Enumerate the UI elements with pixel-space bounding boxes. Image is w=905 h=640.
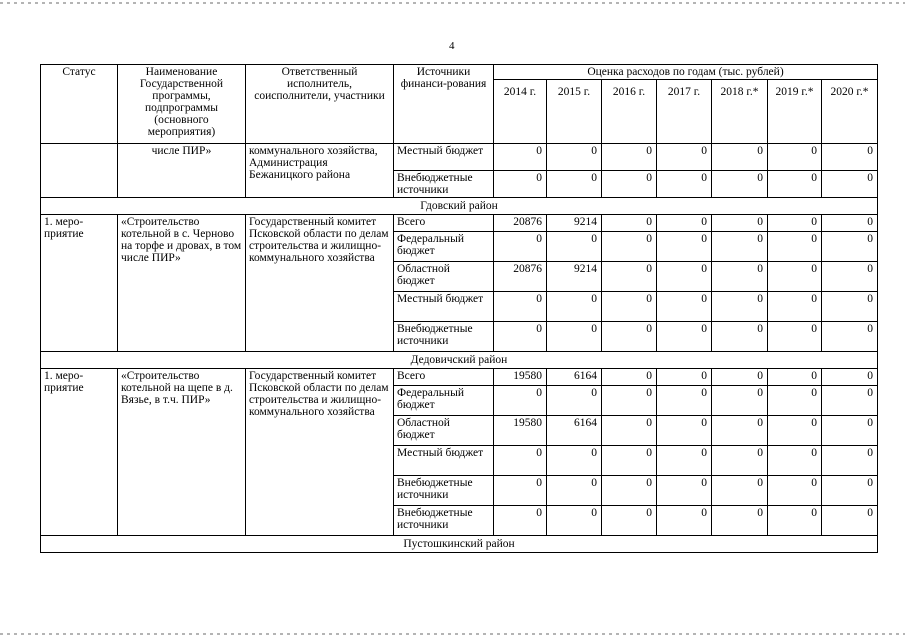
value-cell: 0 xyxy=(657,292,712,322)
value-cell: 0 xyxy=(547,232,602,262)
value-cell: 0 xyxy=(768,215,822,232)
funding-source: Внебюджетные источники xyxy=(394,171,494,198)
value-cell: 0 xyxy=(712,369,768,386)
value-cell: 0 xyxy=(712,322,768,352)
value-cell: 0 xyxy=(712,262,768,292)
value-cell: 0 xyxy=(712,446,768,476)
value-cell: 0 xyxy=(712,292,768,322)
value-cell: 0 xyxy=(494,171,547,198)
value-cell: 0 xyxy=(712,144,768,171)
responsible-cell: коммунального хозяйства, Администрация Бежаницкого района xyxy=(246,144,394,198)
activity-name: «Строительство котельной в с. Черново на торфе и дровах, в том числе ПИР» xyxy=(118,215,246,352)
district-row xyxy=(41,352,878,369)
value-cell: 6164 xyxy=(547,369,602,386)
value-cell: 0 xyxy=(494,476,547,506)
value-cell: 0 xyxy=(822,292,878,322)
value-cell: 0 xyxy=(494,446,547,476)
header-name: Наименование Государственной программы, подпрограммы (основного мероприятия) xyxy=(118,65,246,144)
value-cell: 0 xyxy=(712,506,768,536)
value-cell: 0 xyxy=(547,386,602,416)
header-estimate: Оценка расходов по годам (тыс. рублей) xyxy=(494,65,878,80)
value-cell: 0 xyxy=(768,262,822,292)
value-cell: 0 xyxy=(657,446,712,476)
value-cell: 0 xyxy=(547,446,602,476)
funding-source: Местный бюджет xyxy=(394,292,494,322)
status-cell: 1. меро-приятие xyxy=(41,369,118,536)
value-cell: 20876 xyxy=(494,215,547,232)
value-cell: 0 xyxy=(657,506,712,536)
value-cell: 0 xyxy=(768,386,822,416)
value-cell: 0 xyxy=(547,506,602,536)
value-cell: 0 xyxy=(657,476,712,506)
funding-source: Всего xyxy=(394,215,494,232)
table-row xyxy=(41,144,878,171)
funding-source: Областной бюджет xyxy=(394,262,494,292)
value-cell: 0 xyxy=(822,144,878,171)
value-cell: 20876 xyxy=(494,262,547,292)
value-cell: 0 xyxy=(602,322,657,352)
value-cell: 0 xyxy=(657,232,712,262)
funding-source: Всего xyxy=(394,369,494,386)
value-cell: 0 xyxy=(712,215,768,232)
value-cell: 0 xyxy=(657,386,712,416)
value-cell: 0 xyxy=(602,416,657,446)
funding-source: Федеральный бюджет xyxy=(394,232,494,262)
header-year: 2014 г. xyxy=(494,80,547,144)
funding-source: Местный бюджет xyxy=(394,446,494,476)
value-cell: 0 xyxy=(657,144,712,171)
header-sources: Источники финанси-рования xyxy=(394,65,494,144)
value-cell: 0 xyxy=(822,446,878,476)
value-cell: 0 xyxy=(822,506,878,536)
value-cell: 0 xyxy=(547,171,602,198)
value-cell: 0 xyxy=(657,171,712,198)
header-year: 2016 г. xyxy=(602,80,657,144)
value-cell: 0 xyxy=(657,322,712,352)
value-cell: 0 xyxy=(657,416,712,446)
funding-source: Областной бюджет xyxy=(394,416,494,446)
value-cell: 0 xyxy=(768,232,822,262)
value-cell: 0 xyxy=(768,416,822,446)
value-cell: 19580 xyxy=(494,416,547,446)
value-cell: 0 xyxy=(602,292,657,322)
value-cell: 0 xyxy=(768,476,822,506)
header-year: 2019 г.* xyxy=(768,80,822,144)
value-cell: 0 xyxy=(494,322,547,352)
value-cell: 0 xyxy=(822,416,878,446)
value-cell: 19580 xyxy=(494,369,547,386)
value-cell: 0 xyxy=(494,144,547,171)
value-cell: 0 xyxy=(822,476,878,506)
value-cell: 0 xyxy=(657,215,712,232)
value-cell: 0 xyxy=(602,446,657,476)
table-row xyxy=(41,215,878,232)
value-cell: 0 xyxy=(602,476,657,506)
responsible-cell: Государственный комитет Псковской области по делам строительства и жилищно-коммунального хозяйства xyxy=(246,215,394,352)
value-cell: 0 xyxy=(547,144,602,171)
status-cell xyxy=(41,144,118,198)
value-cell: 0 xyxy=(657,369,712,386)
value-cell: 0 xyxy=(494,292,547,322)
value-cell: 0 xyxy=(768,446,822,476)
header-year: 2017 г. xyxy=(657,80,712,144)
scan-edge-top xyxy=(0,2,905,4)
value-cell: 0 xyxy=(822,171,878,198)
value-cell: 0 xyxy=(602,215,657,232)
value-cell: 0 xyxy=(494,506,547,536)
value-cell: 0 xyxy=(547,476,602,506)
funding-source: Внебюджетные источники xyxy=(394,506,494,536)
district-row xyxy=(41,198,878,215)
value-cell: 0 xyxy=(602,171,657,198)
activity-name: «Строительство котельной на щепе в д. Вязье, в т.ч. ПИР» xyxy=(118,369,246,536)
value-cell: 0 xyxy=(602,369,657,386)
value-cell: 0 xyxy=(602,144,657,171)
value-cell: 0 xyxy=(768,292,822,322)
status-cell: 1. меро-приятие xyxy=(41,215,118,352)
value-cell: 0 xyxy=(712,171,768,198)
district-row xyxy=(41,536,878,553)
value-cell: 0 xyxy=(768,171,822,198)
table-row xyxy=(41,369,878,386)
value-cell: 0 xyxy=(494,232,547,262)
funding-source: Местный бюджет xyxy=(394,144,494,171)
expenditure-table xyxy=(40,64,878,553)
funding-source: Внебюджетные источники xyxy=(394,322,494,352)
value-cell: 0 xyxy=(712,476,768,506)
value-cell: 0 xyxy=(822,322,878,352)
value-cell: 6164 xyxy=(547,416,602,446)
header-year: 2018 г.* xyxy=(712,80,768,144)
value-cell: 0 xyxy=(547,322,602,352)
header-year: 2020 г.* xyxy=(822,80,878,144)
page-number: 4 xyxy=(449,40,455,52)
district-name: Гдовский район xyxy=(41,198,878,215)
value-cell: 0 xyxy=(712,232,768,262)
value-cell: 0 xyxy=(494,386,547,416)
funding-source: Федеральный бюджет xyxy=(394,386,494,416)
value-cell: 9214 xyxy=(547,215,602,232)
value-cell: 0 xyxy=(822,386,878,416)
value-cell: 0 xyxy=(768,144,822,171)
header-year: 2015 г. xyxy=(547,80,602,144)
scan-edge-bottom xyxy=(0,633,905,635)
activity-name: числе ПИР» xyxy=(118,144,246,198)
value-cell: 0 xyxy=(822,369,878,386)
header-responsible: Ответственный исполнитель, соисполнители, участники xyxy=(246,65,394,144)
value-cell: 0 xyxy=(602,506,657,536)
header-status: Статус xyxy=(41,65,118,144)
value-cell: 9214 xyxy=(547,262,602,292)
district-name: Пустошкинский район xyxy=(41,536,878,553)
value-cell: 0 xyxy=(822,262,878,292)
value-cell: 0 xyxy=(712,386,768,416)
value-cell: 0 xyxy=(822,232,878,262)
value-cell: 0 xyxy=(768,322,822,352)
funding-source: Внебюджетные источники xyxy=(394,476,494,506)
value-cell: 0 xyxy=(768,369,822,386)
value-cell: 0 xyxy=(602,232,657,262)
value-cell: 0 xyxy=(768,506,822,536)
value-cell: 0 xyxy=(822,215,878,232)
value-cell: 0 xyxy=(602,262,657,292)
value-cell: 0 xyxy=(712,416,768,446)
value-cell: 0 xyxy=(547,292,602,322)
value-cell: 0 xyxy=(602,386,657,416)
value-cell: 0 xyxy=(657,262,712,292)
responsible-cell: Государственный комитет Псковской области по делам строительства и жилищно-коммунального хозяйства xyxy=(246,369,394,536)
district-name: Дедовичский район xyxy=(41,352,878,369)
